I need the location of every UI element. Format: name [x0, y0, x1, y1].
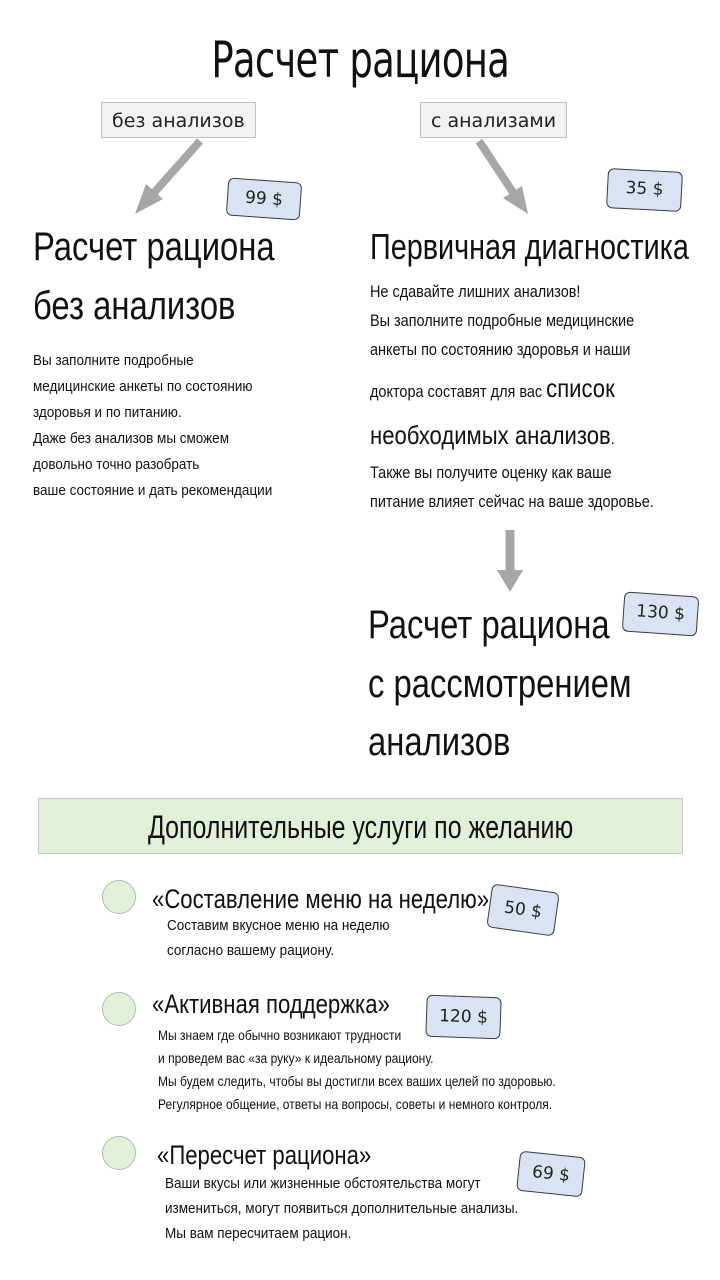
tag-with-tests: с анализами [420, 102, 567, 138]
no-tests-description: Вы заполните подробные медицинские анкеты по состоянию здоровья и по питанию. Даже без анализов мы сможем довольно точно разобрать ваше состояние и дать рекомендации [33, 352, 273, 499]
arrow-left-icon [135, 141, 200, 214]
heading-with-tests-line2: с рассмотрением [368, 662, 632, 706]
price-badge-service: 69 $ [516, 1151, 586, 1198]
service-title: «Составление меню на неделю» [152, 884, 490, 914]
arrow-right-icon [479, 141, 528, 214]
price-badge-diagnostics: 35 $ [606, 168, 683, 212]
price-badge-no-tests: 99 $ [226, 177, 302, 220]
heading-no-tests-line1: Расчет рациона [33, 225, 275, 269]
heading-diagnostics: Первичная диагностика [370, 226, 689, 267]
price-badge-service: 120 $ [425, 995, 501, 1040]
bullet-icon [102, 992, 136, 1026]
diagnostics-description: Не сдавайте лишних анализов! Вы заполните подробные медицинские анкеты по состоянию здоровья и наши доктора составят для вас список необходимых анализов. Также вы получите оценку как ваше питание влияет сейчас на ваше здоровье. [370, 282, 654, 511]
service-title: «Активная поддержка» [152, 989, 390, 1019]
bullet-icon [102, 1136, 136, 1170]
price-badge-service: 50 $ [486, 883, 559, 936]
price-badge-with-tests: 130 $ [622, 591, 700, 636]
service-title: «Пересчет рациона» [157, 1140, 372, 1170]
tag-without-tests: без анализов [101, 102, 256, 138]
service-description: Составим вкусное меню на неделю согласно вашему рациону. [167, 917, 390, 959]
bullet-icon [102, 880, 136, 914]
heading-with-tests-line3: анализов [368, 720, 511, 764]
service-description: Мы знаем где обычно возникают трудности и проведем вас «за руку» к идеальному рациону. Мы будем следить, чтобы вы достигли всех ваших целей по здоровью. Регулярное общение, ответы на вопросы, советы и немного контроля. [158, 1027, 556, 1112]
heading-no-tests-line2: без анализов [33, 284, 236, 328]
page-title: Расчет рациона [211, 31, 509, 89]
service-description: Ваши вкусы или жизненные обстоятельства могут измениться, могут появиться дополнительные анализы. Мы вам пересчитаем рацион. [165, 1175, 519, 1242]
extras-banner: Дополнительные услуги по желанию [38, 798, 683, 854]
arrow-down-icon [497, 530, 523, 592]
heading-with-tests-line1: Расчет рациона [368, 603, 610, 647]
